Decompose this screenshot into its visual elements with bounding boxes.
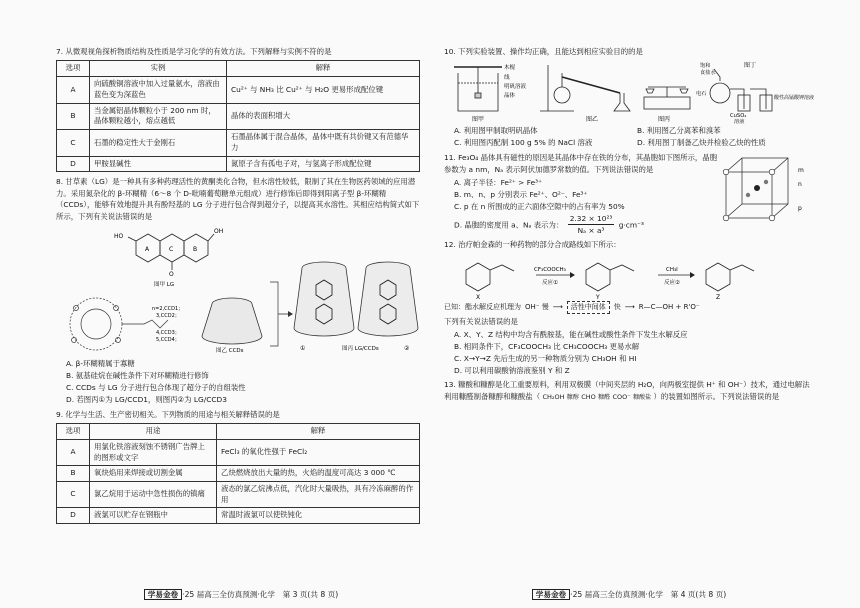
- mol-x-label: X: [476, 293, 481, 301]
- q9-row-a-use: 用氯化铁溶液刻蚀不锈钢广告牌上的图形或文字: [90, 439, 217, 465]
- q10-option-a: A. 利用图甲制取明矾晶体: [454, 126, 538, 136]
- q9-header-option: 选项: [57, 424, 90, 440]
- lg-ring-c-label: C: [169, 246, 174, 254]
- q9-row-a-explain: FeCl₃ 的氧化性强于 FeCl₂: [217, 439, 420, 465]
- lg-ho-label: HO: [114, 233, 124, 241]
- mol-y-label: Y: [596, 293, 600, 301]
- ccd-chain-label-4: 5,CCD4；: [156, 337, 180, 344]
- reaction-1: 反应①: [542, 279, 558, 286]
- apparatus-ding: [710, 69, 772, 111]
- complex-2-body: [358, 268, 418, 336]
- atom-p: [746, 193, 750, 197]
- fig-bracket: [270, 282, 278, 346]
- q9-row-b-option: B: [57, 466, 90, 482]
- ccd-cone: [202, 298, 262, 344]
- ccd-hydroxyl-node: [114, 306, 119, 311]
- reaction-flask: [710, 83, 730, 103]
- apparatus-yi: [540, 65, 630, 111]
- q9-header-use: 用途: [90, 424, 217, 440]
- mol-y-ring: [586, 263, 610, 291]
- q9-row-d-option: D: [57, 508, 90, 524]
- atom-m: [754, 185, 760, 191]
- table-row: [57, 466, 420, 482]
- q7-row-d-option: D: [57, 156, 90, 172]
- lg-oh-label: OH: [214, 228, 224, 236]
- q13-chem-furfuryl: CH₂OH: [542, 392, 565, 401]
- lg-oh-bond: [208, 234, 214, 241]
- cube-edge: [726, 204, 742, 218]
- q12-option-b: B. 相同条件下，CF₃COOCH₃ 比 CH₃COOCH₃ 更易水解: [454, 341, 640, 351]
- label-stick: 木棍: [504, 65, 516, 72]
- complex-1-body: [294, 268, 354, 336]
- mech-arrow-icon: ⟶: [624, 302, 635, 311]
- atom-n: [723, 169, 729, 175]
- label-thread: 线: [504, 75, 510, 82]
- q11-block: [444, 152, 810, 237]
- density-unit: g·cm⁻³: [618, 219, 644, 229]
- q13-name-furfural: 糠醛: [598, 393, 611, 401]
- right-pan: [680, 89, 688, 93]
- lg-ho-bond: [128, 237, 136, 241]
- q7-row-b-option: B: [57, 103, 90, 129]
- complex-label-2: ②: [404, 345, 410, 353]
- reagent-1: CF₃COOCH₃: [534, 266, 566, 273]
- q10-option-b: B. 利用图乙分离苯和溴苯: [637, 126, 721, 136]
- q9-row-a-option: A: [57, 439, 90, 465]
- label-alum: 明矾溶液: [504, 84, 527, 91]
- mech-product: R—C—OH + R'O⁻: [638, 302, 700, 311]
- right-footer: [444, 589, 814, 600]
- q11-option-b: B. m、n、p 分别表示 Fe²⁺、O²⁻、Fe³⁺: [454, 189, 588, 199]
- q10-options: [444, 125, 810, 149]
- table-row: [57, 508, 420, 524]
- q7-row-b-explain: 晶体的表面积增大: [227, 103, 420, 129]
- mech-arrow-icon: ⟶: [552, 302, 563, 311]
- q7-header-explain: 解释: [227, 61, 420, 77]
- cell-label-m: m: [798, 167, 804, 175]
- label-crystal: 晶体: [504, 93, 516, 100]
- right-page: [430, 0, 860, 608]
- label-saturated: 饱和: [700, 63, 711, 70]
- mech-fast: 快: [613, 302, 621, 311]
- fig-label-ding: 图丁: [744, 62, 757, 70]
- q11-option-d-text: D. 晶胞的密度用 a、Nₐ 表示为：: [454, 219, 564, 229]
- fig-label-yi: 图乙: [586, 116, 599, 124]
- cell-label-p: p: [798, 205, 802, 213]
- q8-figure: [56, 224, 420, 356]
- q7-table: [56, 60, 420, 172]
- lg-o-label: O: [169, 271, 174, 279]
- q11-option-c: C. p 在 n 所围成的正六面体空隙中的占有率为 50%: [454, 201, 625, 211]
- q9-row-d-explain: 常温时液氯可以使铁钝化: [217, 508, 420, 524]
- q12-synthesis-route: [444, 253, 808, 299]
- lg-ring-b-label: B: [193, 246, 198, 254]
- atom-n: [769, 169, 775, 175]
- atom-n: [769, 215, 775, 221]
- label-brine: 食盐水: [700, 70, 716, 77]
- fig-label-lg: 图甲 LG: [154, 282, 175, 289]
- footer-brand: 学易金卷: [532, 589, 570, 600]
- table-row: [57, 439, 420, 465]
- q7-row-a-explain: Cu²⁺ 与 NH₃ 比 Cu²⁺ 与 H₂O 更易形成配位键: [227, 77, 420, 103]
- balance-base: [644, 97, 690, 109]
- cone-body: [202, 304, 262, 344]
- cube-edge: [726, 158, 742, 172]
- atom-p: [764, 180, 768, 184]
- apparatus-bing: [644, 87, 690, 109]
- table-row: [57, 77, 420, 103]
- ccd-ring-inner: [81, 309, 111, 339]
- q12-mechanism: [444, 301, 810, 314]
- q7-row-b-example: 当金属铝晶体颗粒小于 200 nm 时，晶体颗粒越小，熔点越低: [90, 103, 227, 129]
- q9-table: [56, 423, 420, 524]
- q9-header-explain: 解释: [217, 424, 420, 440]
- reaction-2: 反应②: [664, 279, 680, 286]
- q8-stem: 8. 甘草素（LG）是一种具有多种药理活性的黄酮类化合物，但水溶性较低，限制了其在生物医药领域的应用潜力。采用氮杂化的 β-环糊精（6～8 个 D-吡喃葡萄糖单元组成）进行修饰后即得到阳离子型 β-环糊精（CCDs），能够有效地提升具有酚羟基的 LG 分子进行包合得到超分子，以提高其水溶性。其相应结构简式如下所示，下列有关说法错误的是: [56, 177, 420, 221]
- q13-name-furfuryl: 糠醇: [566, 393, 579, 401]
- q9-row-b-explain: 乙炔燃烧放出大量的热，火焰的温度可高达 3 000 ℃: [217, 466, 420, 482]
- q13-block: [444, 379, 810, 402]
- q10-stem: 10. 下列实验装置、操作均正确，且能达到相应实验目的的是: [444, 47, 643, 56]
- q13-name-furoate: 糠酸盐: [633, 393, 652, 401]
- footer-text: ·25 届高三全仿真预测·化学 第 3 页(共 8 页): [182, 590, 339, 599]
- ccd-hydroxyl-node: [74, 306, 79, 311]
- mech-oh: OH⁻ 慢: [525, 302, 549, 311]
- left-pan: [646, 89, 654, 93]
- apparatus-jia: [454, 67, 502, 111]
- mol-z-chain: [730, 265, 754, 271]
- q11-option-a: A. 离子半径：Fe²⁺ > Fe³⁺: [454, 178, 542, 188]
- mol-z-label: Z: [716, 293, 721, 301]
- q11-text: [444, 152, 718, 237]
- q8-option-d: D. 若图丙①为 LG/CCD1，则图丙②为 LG/CCD3: [66, 394, 227, 404]
- q11-option-d: [444, 213, 718, 238]
- cube-edge: [772, 158, 788, 172]
- q9-row-b-use: 氧炔焰用来焊接或切割金属: [90, 466, 217, 482]
- q7-row-c-explain: 石墨晶体属于混合晶体，晶体中既有共价键又有范德华力: [227, 130, 420, 156]
- reagent-2: CH₃I: [666, 266, 678, 273]
- arrow-1-head: [570, 272, 575, 278]
- left-footer: [56, 589, 426, 600]
- atom-n: [723, 215, 729, 221]
- q8-option-a: A. β-环糊精属于寡糖: [66, 359, 135, 369]
- q13-stem: 13. 糠酸和糠醇是化工重要原料，利用双极膜（中间夹层的 H₂O，向两极室提供 H⁺ 和 OH⁻）技术，通过电解法利用糠醛制备糠醇和糠酸盐（: [444, 380, 810, 401]
- q11-crystal-cell: [718, 152, 810, 226]
- q12-option-c: C. X→Y→Z 先后生成的另一种物质分别为 CH₃OH 和 HI: [454, 353, 637, 363]
- q7-row-c-example: 石墨的稳定性大于金刚石: [90, 130, 227, 156]
- label-cuso4: CuSO₄: [730, 113, 747, 120]
- q9-row-d-use: 液氯可以贮存在钢瓶中: [90, 508, 217, 524]
- q9-row-c-use: 氯乙烷用于运动中急性损伤的镇痛: [90, 482, 217, 508]
- ccd-chain-label-2: 3,CCD2；: [156, 313, 180, 320]
- complex-label-1: ①: [300, 345, 306, 353]
- condenser: [562, 77, 620, 93]
- q12-option-a: A. X、Y、Z 结构中均含有酰胺基，能在碱性或酸性条件下发生水解反应: [454, 330, 688, 340]
- q8-option-b: B. 氨基硅烷在碱性条件下对环糊精进行修饰: [66, 371, 209, 381]
- q13-chem-furoate: COO⁻: [612, 392, 631, 401]
- q8-option-c: C. CCDs 与 LG 分子进行包合体现了超分子的自组装性: [66, 382, 246, 392]
- ccd-chain-label-1: n=2,CCD1；: [152, 306, 184, 313]
- density-numerator: 2.32 × 10²³: [568, 213, 615, 226]
- fig-label-lgccd: 图丙 LG/CCDs: [342, 346, 379, 353]
- footer-brand: 学易金卷: [144, 589, 182, 600]
- table-row: [57, 130, 420, 156]
- q12-option-d: D. 可以利用碳酸钠溶液鉴别 Y 和 Z: [454, 365, 570, 375]
- q12-stem: 12. 治疗帕金森的一种药物的部分合成路线如下所示：: [444, 240, 621, 250]
- arrow-2-head: [690, 272, 695, 278]
- table-row: [57, 156, 420, 172]
- table-row: [57, 103, 420, 129]
- crystal: [475, 93, 481, 98]
- density-fraction: [568, 213, 615, 238]
- receiver: [614, 93, 630, 111]
- ccd-chain-label-3: 4,CCD3；: [156, 330, 180, 337]
- ccd-side-chain: [122, 320, 168, 328]
- label-kmno4: 酸性高锰酸钾溶液: [774, 95, 815, 102]
- q7-header-example: 实例: [90, 61, 227, 77]
- mech-intermediate: 活性中间体: [567, 301, 610, 314]
- tube-1: [730, 89, 744, 109]
- fig-arrow-head: [288, 311, 293, 317]
- mol-x-chain: [490, 265, 514, 271]
- fig-label-bing: 图丙: [658, 116, 671, 124]
- q7-row-c-option: C: [57, 130, 90, 156]
- q13-chem-furfural: CHO: [581, 392, 596, 401]
- q9-stem: 9. 化学与生活、生产密切相关。下列物质的用途与相关解释错误的是: [56, 409, 280, 419]
- q9-row-c-explain: 液态的氯乙烷沸点低，汽化时大量吸热，具有冷冻麻醉的作用: [217, 482, 420, 508]
- cube-edge: [772, 204, 788, 218]
- q9-row-c-option: C: [57, 482, 90, 508]
- cell-label-n: n: [798, 181, 802, 189]
- footer-text: ·25 届高三全仿真预测·化学 第 4 页(共 8 页): [570, 590, 727, 599]
- q11-stem: 11. Fe₃O₄ 晶体具有磁性的原因是其晶体中存在铁的分布，其晶胞如下图所示，晶胞参数为 a nm，Nₐ 表示阿伏加德罗常数的值。下列说法错误的是: [444, 153, 718, 174]
- q13-stem-end: ）的装置如图所示。下列说法错误的是: [653, 391, 780, 401]
- route-structures: [466, 263, 754, 291]
- q7-row-d-explain: 氮原子含有孤电子对，与氢离子形成配位键: [227, 156, 420, 172]
- q10-figure: [444, 59, 815, 126]
- q10-option-c: C. 利用图丙配制 100 g 5% 的 NaCl 溶液: [454, 138, 593, 148]
- flask: [554, 87, 570, 103]
- fig-label-jia: 图甲: [472, 116, 485, 124]
- mech-intro: 已知：酯水解反应机理为: [444, 302, 521, 311]
- tube-2: [750, 89, 766, 109]
- q7-row-a-option: A: [57, 77, 90, 103]
- label-carbide: 电石: [696, 91, 707, 98]
- inclusion-complexes: [294, 262, 418, 336]
- label-cuso4-solution: 溶液: [734, 119, 745, 126]
- q7-header-option: 选项: [57, 61, 90, 77]
- q12-sub-stem: 下列有关说法错误的是: [444, 316, 518, 326]
- q10-option-d: D. 利用图丁制备乙炔并检验乙炔的性质: [637, 138, 766, 148]
- density-denominator: Nₐ × a³: [577, 226, 605, 236]
- q7-stem: 7. 从微观视角探析物质结构及性质是学习化学的有效方法。下列解释与实例不符的是: [56, 47, 332, 56]
- mol-y-chain: [610, 265, 634, 271]
- q7-row-d-example: 甲胺显碱性: [90, 156, 227, 172]
- mol-z-ring: [706, 263, 730, 291]
- q7-row-a-example: 向硫酸铜溶液中加入过量氨水，溶液由蓝色变为深蓝色: [90, 77, 227, 103]
- mol-x-ring: [466, 263, 490, 291]
- table-row: [57, 482, 420, 508]
- lg-ring-a-label: A: [145, 246, 150, 254]
- fig-label-ccd: 图乙 CCDs: [216, 348, 244, 355]
